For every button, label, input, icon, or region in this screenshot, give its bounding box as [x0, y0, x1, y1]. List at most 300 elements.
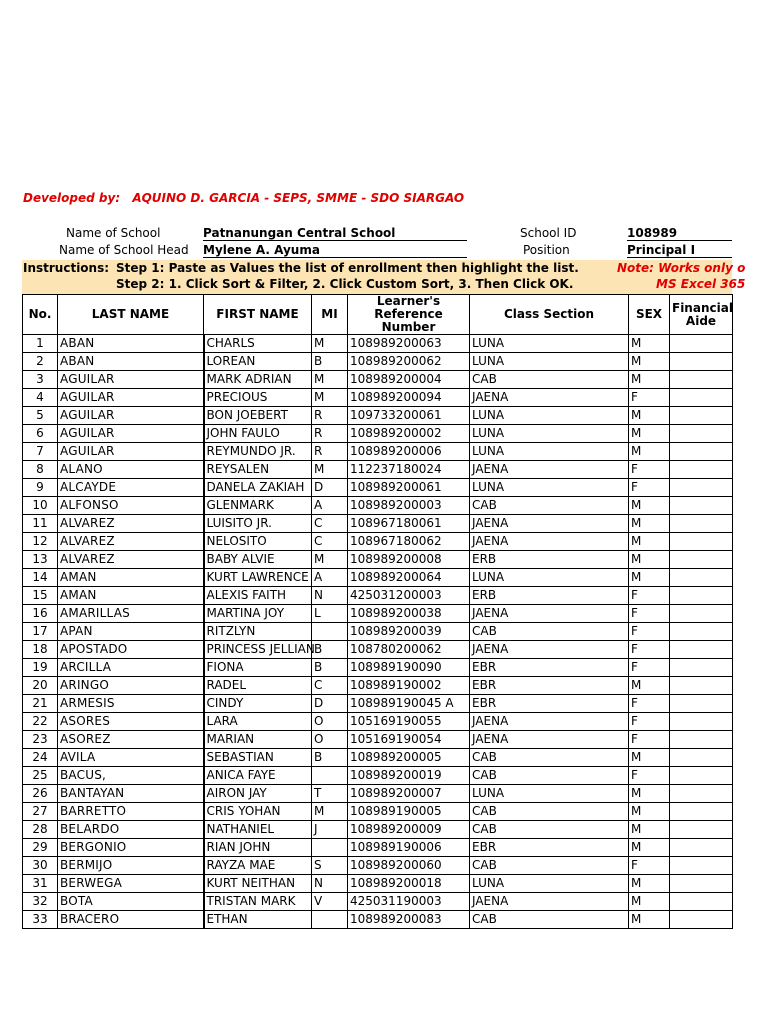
- cell-sex: M: [629, 551, 670, 569]
- table-row: [23, 515, 733, 533]
- cell-lrn: 108989190002: [348, 677, 470, 695]
- cell-financial-aide: [670, 479, 733, 497]
- cell-middle-initial: B: [312, 659, 348, 677]
- table-row: [23, 407, 733, 425]
- cell-middle-initial: D: [312, 695, 348, 713]
- cell-sex: M: [629, 875, 670, 893]
- cell-financial-aide: [670, 911, 733, 929]
- cell-sex: F: [629, 767, 670, 785]
- cell-lrn: 108967180061: [348, 515, 470, 533]
- cell-last-name: BOTA: [58, 893, 204, 911]
- cell-class-section: JAENA: [470, 605, 629, 623]
- table-row: [23, 551, 733, 569]
- table-row: [23, 479, 733, 497]
- cell-sex: F: [629, 731, 670, 749]
- cell-lrn: 108989200007: [348, 785, 470, 803]
- cell-class-section: LUNA: [470, 569, 629, 587]
- cell-financial-aide: [670, 389, 733, 407]
- cell-last-name: AGUILAR: [58, 371, 204, 389]
- cell-class-section: CAB: [470, 497, 629, 515]
- cell-sex: M: [629, 353, 670, 371]
- cell-lrn: 108989200062: [348, 353, 470, 371]
- cell-last-name: BELARDO: [58, 821, 204, 839]
- cell-first-name: RADEL: [204, 677, 312, 695]
- cell-last-name: AMAN: [58, 587, 204, 605]
- cell-financial-aide: [670, 659, 733, 677]
- cell-row-number: 24: [23, 749, 58, 767]
- cell-middle-initial: C: [312, 677, 348, 695]
- cell-first-name: DANELA ZAKIAH: [204, 479, 312, 497]
- cell-first-name: LUISITO JR.: [204, 515, 312, 533]
- cell-financial-aide: [670, 371, 733, 389]
- enrollment-table: [22, 294, 733, 929]
- cell-financial-aide: [670, 713, 733, 731]
- cell-sex: F: [629, 857, 670, 875]
- cell-lrn: 425031200003: [348, 587, 470, 605]
- cell-middle-initial: R: [312, 425, 348, 443]
- cell-first-name: SEBASTIAN: [204, 749, 312, 767]
- cell-row-number: 11: [23, 515, 58, 533]
- cell-first-name: JOHN FAULO: [204, 425, 312, 443]
- cell-class-section: LUNA: [470, 785, 629, 803]
- cell-middle-initial: J: [312, 821, 348, 839]
- cell-class-section: CAB: [470, 749, 629, 767]
- compatibility-note-excel: MS Excel 365: [656, 277, 746, 291]
- cell-class-section: JAENA: [470, 713, 629, 731]
- table-row: [23, 713, 733, 731]
- cell-lrn: 108989200060: [348, 857, 470, 875]
- instructions-label: Instructions:: [23, 261, 110, 275]
- cell-class-section: JAENA: [470, 515, 629, 533]
- table-row: [23, 659, 733, 677]
- cell-first-name: MARTINA JOY: [204, 605, 312, 623]
- instructions-step1: Step 1: Paste as Values the list of enrollment then highlight the list.: [116, 261, 579, 275]
- cell-class-section: LUNA: [470, 479, 629, 497]
- cell-lrn: 108989190006: [348, 839, 470, 857]
- cell-middle-initial: N: [312, 875, 348, 893]
- cell-row-number: 5: [23, 407, 58, 425]
- cell-row-number: 18: [23, 641, 58, 659]
- header-no: No.: [23, 295, 58, 335]
- cell-row-number: 12: [23, 533, 58, 551]
- cell-middle-initial: M: [312, 335, 348, 353]
- cell-row-number: 25: [23, 767, 58, 785]
- cell-last-name: ASORES: [58, 713, 204, 731]
- cell-last-name: AGUILAR: [58, 443, 204, 461]
- cell-sex: M: [629, 821, 670, 839]
- cell-lrn: 108989200039: [348, 623, 470, 641]
- cell-sex: M: [629, 335, 670, 353]
- header-financial-aide: Financial Aide: [670, 295, 733, 335]
- table-row: [23, 335, 733, 353]
- table-row: [23, 785, 733, 803]
- cell-last-name: ARMESIS: [58, 695, 204, 713]
- cell-financial-aide: [670, 803, 733, 821]
- cell-class-section: JAENA: [470, 389, 629, 407]
- table-row: [23, 875, 733, 893]
- cell-row-number: 14: [23, 569, 58, 587]
- cell-row-number: 23: [23, 731, 58, 749]
- table-row: [23, 677, 733, 695]
- cell-first-name: ALEXIS FAITH: [204, 587, 312, 605]
- cell-class-section: LUNA: [470, 875, 629, 893]
- cell-row-number: 9: [23, 479, 58, 497]
- developer-credit: [23, 191, 464, 205]
- cell-row-number: 29: [23, 839, 58, 857]
- cell-sex: M: [629, 677, 670, 695]
- cell-class-section: JAENA: [470, 893, 629, 911]
- cell-financial-aide: [670, 749, 733, 767]
- cell-row-number: 3: [23, 371, 58, 389]
- cell-sex: F: [629, 641, 670, 659]
- cell-first-name: KURT NEITHAN: [204, 875, 312, 893]
- table-row: [23, 857, 733, 875]
- cell-sex: F: [629, 623, 670, 641]
- header-mi: MI: [312, 295, 348, 335]
- cell-row-number: 19: [23, 659, 58, 677]
- cell-middle-initial: [312, 767, 348, 785]
- cell-class-section: CAB: [470, 623, 629, 641]
- cell-first-name: NATHANIEL: [204, 821, 312, 839]
- cell-class-section: LUNA: [470, 407, 629, 425]
- cell-first-name: AIRON JAY: [204, 785, 312, 803]
- cell-financial-aide: [670, 335, 733, 353]
- table-row: [23, 767, 733, 785]
- cell-sex: M: [629, 785, 670, 803]
- header-last-name: LAST NAME: [58, 295, 204, 335]
- table-row: [23, 605, 733, 623]
- cell-class-section: CAB: [470, 767, 629, 785]
- cell-financial-aide: [670, 569, 733, 587]
- table-row: [23, 893, 733, 911]
- cell-last-name: ALCAYDE: [58, 479, 204, 497]
- cell-row-number: 1: [23, 335, 58, 353]
- position-value: Principal I: [627, 243, 732, 258]
- cell-middle-initial: O: [312, 713, 348, 731]
- cell-middle-initial: R: [312, 443, 348, 461]
- cell-sex: M: [629, 893, 670, 911]
- cell-last-name: ASOREZ: [58, 731, 204, 749]
- cell-middle-initial: A: [312, 497, 348, 515]
- cell-sex: M: [629, 371, 670, 389]
- cell-first-name: GLENMARK: [204, 497, 312, 515]
- developer-label: Developed by:: [23, 191, 121, 205]
- cell-financial-aide: [670, 821, 733, 839]
- cell-first-name: ANICA FAYE: [204, 767, 312, 785]
- cell-row-number: 22: [23, 713, 58, 731]
- cell-financial-aide: [670, 857, 733, 875]
- table-row: [23, 569, 733, 587]
- cell-last-name: APOSTADO: [58, 641, 204, 659]
- cell-first-name: CHARLS: [204, 335, 312, 353]
- table-row: [23, 803, 733, 821]
- cell-first-name: LARA: [204, 713, 312, 731]
- cell-first-name: FIONA: [204, 659, 312, 677]
- cell-lrn: 108989190005: [348, 803, 470, 821]
- school-id-value: 108989: [627, 226, 732, 241]
- cell-row-number: 26: [23, 785, 58, 803]
- cell-financial-aide: [670, 893, 733, 911]
- cell-last-name: AMARILLAS: [58, 605, 204, 623]
- header-lrn: Learner's Reference Number: [348, 295, 470, 335]
- cell-first-name: RIAN JOHN: [204, 839, 312, 857]
- cell-sex: F: [629, 695, 670, 713]
- cell-sex: M: [629, 911, 670, 929]
- cell-lrn: 108989200019: [348, 767, 470, 785]
- cell-first-name: CINDY: [204, 695, 312, 713]
- cell-middle-initial: R: [312, 407, 348, 425]
- cell-middle-initial: L: [312, 605, 348, 623]
- table-row: [23, 821, 733, 839]
- cell-financial-aide: [670, 605, 733, 623]
- table-row: [23, 749, 733, 767]
- cell-last-name: ALANO: [58, 461, 204, 479]
- cell-sex: F: [629, 713, 670, 731]
- cell-financial-aide: [670, 767, 733, 785]
- cell-row-number: 16: [23, 605, 58, 623]
- cell-middle-initial: C: [312, 533, 348, 551]
- cell-lrn: 109733200061: [348, 407, 470, 425]
- cell-last-name: AGUILAR: [58, 389, 204, 407]
- cell-middle-initial: C: [312, 515, 348, 533]
- cell-first-name: RITZLYN: [204, 623, 312, 641]
- cell-first-name: ETHAN: [204, 911, 312, 929]
- cell-class-section: JAENA: [470, 641, 629, 659]
- cell-first-name: MARK ADRIAN: [204, 371, 312, 389]
- cell-row-number: 21: [23, 695, 58, 713]
- cell-middle-initial: B: [312, 353, 348, 371]
- table-row: [23, 443, 733, 461]
- cell-sex: M: [629, 749, 670, 767]
- header-sex: SEX: [629, 295, 670, 335]
- cell-lrn: 108967180062: [348, 533, 470, 551]
- table-row: [23, 623, 733, 641]
- cell-lrn: 108989200003: [348, 497, 470, 515]
- cell-row-number: 31: [23, 875, 58, 893]
- cell-financial-aide: [670, 677, 733, 695]
- cell-sex: M: [629, 515, 670, 533]
- cell-lrn: 108989200063: [348, 335, 470, 353]
- cell-lrn: 108989200008: [348, 551, 470, 569]
- cell-class-section: LUNA: [470, 335, 629, 353]
- cell-sex: M: [629, 443, 670, 461]
- cell-last-name: BANTAYAN: [58, 785, 204, 803]
- table-body: [23, 335, 733, 929]
- cell-financial-aide: [670, 641, 733, 659]
- school-name-label: Name of School: [66, 226, 161, 240]
- cell-row-number: 17: [23, 623, 58, 641]
- cell-sex: M: [629, 803, 670, 821]
- cell-last-name: AGUILAR: [58, 425, 204, 443]
- cell-sex: M: [629, 497, 670, 515]
- cell-last-name: AVILA: [58, 749, 204, 767]
- cell-first-name: BON JOEBERT: [204, 407, 312, 425]
- cell-middle-initial: M: [312, 371, 348, 389]
- cell-lrn: 108989200006: [348, 443, 470, 461]
- cell-last-name: BERWEGA: [58, 875, 204, 893]
- cell-lrn: 105169190054: [348, 731, 470, 749]
- cell-last-name: ALVAREZ: [58, 515, 204, 533]
- cell-sex: F: [629, 389, 670, 407]
- cell-financial-aide: [670, 443, 733, 461]
- cell-last-name: BERGONIO: [58, 839, 204, 857]
- cell-middle-initial: N: [312, 587, 348, 605]
- cell-middle-initial: M: [312, 461, 348, 479]
- cell-row-number: 6: [23, 425, 58, 443]
- cell-middle-initial: [312, 623, 348, 641]
- cell-financial-aide: [670, 515, 733, 533]
- header-class-section: Class Section: [470, 295, 629, 335]
- cell-row-number: 4: [23, 389, 58, 407]
- cell-sex: F: [629, 659, 670, 677]
- cell-row-number: 7: [23, 443, 58, 461]
- cell-financial-aide: [670, 785, 733, 803]
- cell-lrn: 108989190045 A: [348, 695, 470, 713]
- cell-sex: F: [629, 461, 670, 479]
- header-first-name: FIRST NAME: [204, 295, 312, 335]
- cell-lrn: 108989200002: [348, 425, 470, 443]
- cell-class-section: LUNA: [470, 443, 629, 461]
- cell-row-number: 32: [23, 893, 58, 911]
- cell-class-section: EBR: [470, 659, 629, 677]
- cell-class-section: JAENA: [470, 461, 629, 479]
- cell-last-name: AGUILAR: [58, 407, 204, 425]
- cell-financial-aide: [670, 875, 733, 893]
- cell-last-name: BARRETTO: [58, 803, 204, 821]
- cell-sex: M: [629, 407, 670, 425]
- cell-lrn: 108989200064: [348, 569, 470, 587]
- table-row: [23, 641, 733, 659]
- table-row: [23, 371, 733, 389]
- cell-lrn: 108989200004: [348, 371, 470, 389]
- school-name-value: Patnanungan Central School: [203, 226, 467, 241]
- cell-last-name: BACUS,: [58, 767, 204, 785]
- cell-row-number: 28: [23, 821, 58, 839]
- cell-first-name: REYSALEN: [204, 461, 312, 479]
- table-row: [23, 389, 733, 407]
- cell-row-number: 30: [23, 857, 58, 875]
- cell-financial-aide: [670, 407, 733, 425]
- instructions-step2: Step 2: 1. Click Sort & Filter, 2. Click Custom Sort, 3. Then Click OK.: [116, 277, 574, 291]
- cell-lrn: 425031190003: [348, 893, 470, 911]
- cell-row-number: 15: [23, 587, 58, 605]
- cell-last-name: APAN: [58, 623, 204, 641]
- cell-row-number: 13: [23, 551, 58, 569]
- developer-name: AQUINO D. GARCIA - SEPS, SMME - SDO SIARGAO: [132, 191, 465, 205]
- cell-last-name: ALVAREZ: [58, 533, 204, 551]
- school-head-value: Mylene A. Ayuma: [203, 243, 467, 258]
- school-id-label: School ID: [520, 226, 577, 240]
- cell-last-name: BRACERO: [58, 911, 204, 929]
- cell-sex: F: [629, 479, 670, 497]
- cell-row-number: 20: [23, 677, 58, 695]
- cell-sex: M: [629, 425, 670, 443]
- cell-middle-initial: O: [312, 731, 348, 749]
- cell-last-name: ALVAREZ: [58, 551, 204, 569]
- cell-class-section: EBR: [470, 839, 629, 857]
- cell-middle-initial: M: [312, 389, 348, 407]
- cell-class-section: JAENA: [470, 533, 629, 551]
- cell-last-name: ARCILLA: [58, 659, 204, 677]
- cell-row-number: 27: [23, 803, 58, 821]
- cell-financial-aide: [670, 695, 733, 713]
- cell-first-name: KURT LAWRENCE: [204, 569, 312, 587]
- cell-financial-aide: [670, 587, 733, 605]
- instructions-band: [22, 260, 746, 294]
- table-row: [23, 695, 733, 713]
- cell-last-name: AMAN: [58, 569, 204, 587]
- cell-first-name: TRISTAN MARK: [204, 893, 312, 911]
- cell-lrn: 108989200083: [348, 911, 470, 929]
- cell-lrn: 108989200094: [348, 389, 470, 407]
- cell-sex: M: [629, 533, 670, 551]
- cell-sex: M: [629, 839, 670, 857]
- cell-first-name: PRINCESS JELLIAN: [204, 641, 312, 659]
- cell-financial-aide: [670, 623, 733, 641]
- cell-lrn: 108989200061: [348, 479, 470, 497]
- cell-middle-initial: V: [312, 893, 348, 911]
- cell-financial-aide: [670, 425, 733, 443]
- cell-last-name: ABAN: [58, 335, 204, 353]
- cell-sex: F: [629, 605, 670, 623]
- cell-first-name: MARIAN: [204, 731, 312, 749]
- cell-class-section: JAENA: [470, 731, 629, 749]
- cell-class-section: ERB: [470, 587, 629, 605]
- cell-row-number: 33: [23, 911, 58, 929]
- cell-lrn: 108989200009: [348, 821, 470, 839]
- cell-class-section: EBR: [470, 695, 629, 713]
- cell-class-section: CAB: [470, 803, 629, 821]
- position-label: Position: [523, 243, 570, 257]
- cell-lrn: 112237180024: [348, 461, 470, 479]
- cell-first-name: BABY ALVIE: [204, 551, 312, 569]
- cell-first-name: LOREAN: [204, 353, 312, 371]
- cell-class-section: CAB: [470, 371, 629, 389]
- cell-row-number: 2: [23, 353, 58, 371]
- cell-financial-aide: [670, 461, 733, 479]
- cell-last-name: BERMIJO: [58, 857, 204, 875]
- cell-class-section: CAB: [470, 821, 629, 839]
- cell-middle-initial: [312, 839, 348, 857]
- cell-first-name: NELOSITO: [204, 533, 312, 551]
- table-header-row: [23, 295, 733, 335]
- table-row: [23, 497, 733, 515]
- cell-middle-initial: B: [312, 641, 348, 659]
- cell-middle-initial: [312, 911, 348, 929]
- table-row: [23, 911, 733, 929]
- cell-row-number: 8: [23, 461, 58, 479]
- cell-first-name: CRIS YOHAN: [204, 803, 312, 821]
- cell-sex: F: [629, 587, 670, 605]
- cell-middle-initial: D: [312, 479, 348, 497]
- cell-financial-aide: [670, 533, 733, 551]
- compatibility-note: Note: Works only o: [617, 261, 746, 275]
- cell-financial-aide: [670, 551, 733, 569]
- cell-class-section: LUNA: [470, 425, 629, 443]
- cell-first-name: REYMUNDO JR.: [204, 443, 312, 461]
- cell-lrn: 108989200005: [348, 749, 470, 767]
- table-row: [23, 425, 733, 443]
- table-row: [23, 587, 733, 605]
- cell-row-number: 10: [23, 497, 58, 515]
- table-row: [23, 731, 733, 749]
- cell-middle-initial: M: [312, 551, 348, 569]
- cell-class-section: ERB: [470, 551, 629, 569]
- cell-lrn: 108989190090: [348, 659, 470, 677]
- school-head-label: Name of School Head: [59, 243, 189, 257]
- cell-financial-aide: [670, 353, 733, 371]
- cell-middle-initial: T: [312, 785, 348, 803]
